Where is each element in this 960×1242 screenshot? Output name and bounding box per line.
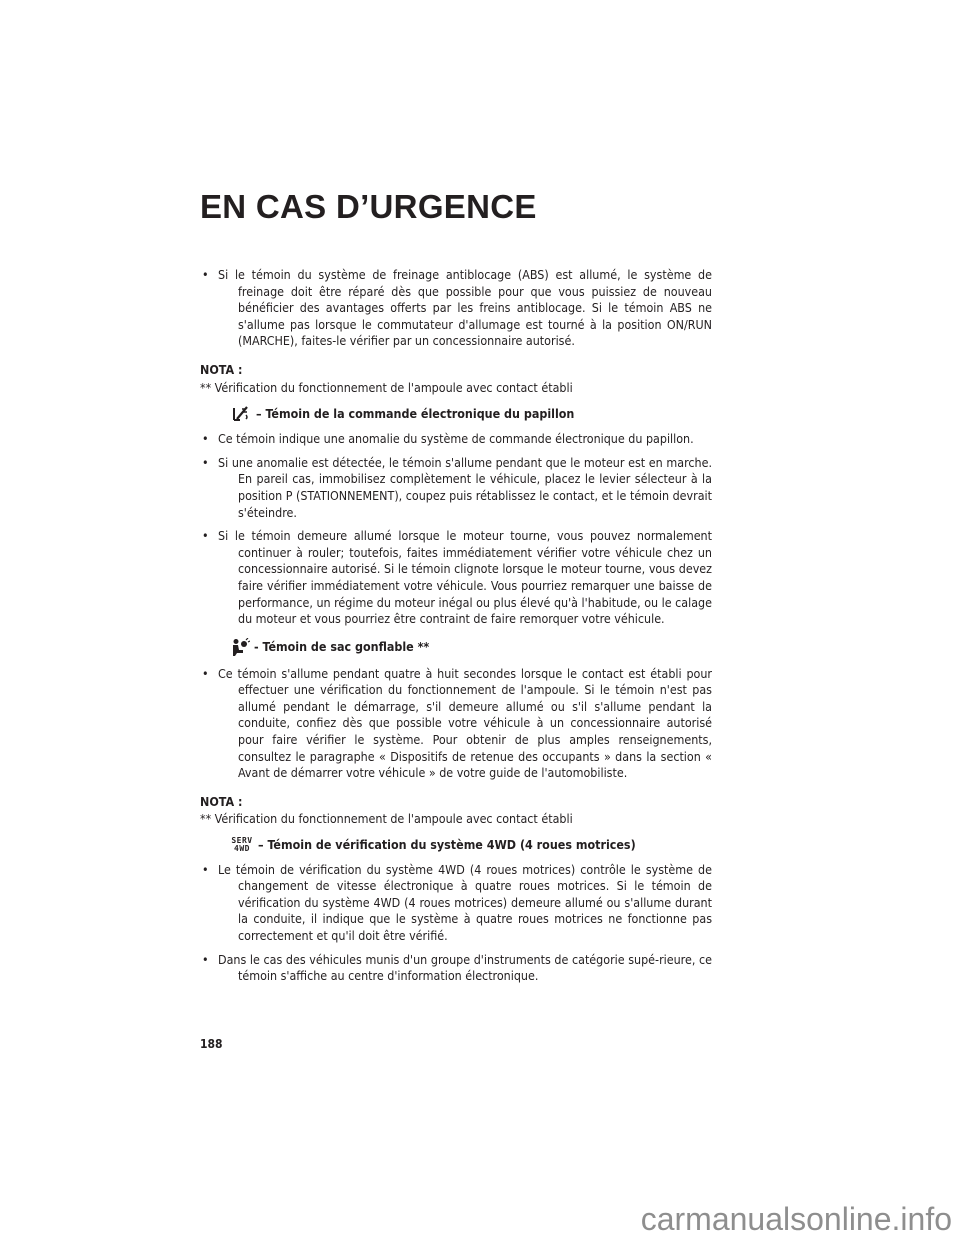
list-item	[200, 431, 712, 448]
serv-4wd-icon	[230, 837, 254, 853]
throttle-bullet-1: Ce témoin indique une anomalie du système de commande électronique du papillon.	[218, 431, 694, 447]
throttle-heading-text: – Témoin de la commande électronique du papillon	[256, 405, 575, 421]
nota-label: NOTA :	[200, 793, 243, 809]
serv-4wd-icon-line2: 4WD	[234, 844, 250, 854]
bullet-dot: •	[202, 861, 209, 877]
throttle-heading	[230, 405, 712, 423]
bullet-dot: •	[202, 431, 209, 447]
abs-bullet-text: Si le témoin du système de freinage antiblocage (ABS) est allumé, le système de freinage doit être réparé dès que possible pour que vous puissiez de nouveau bénéficier des avantages offerts par les freins antiblocage. Si le témoin ABS ne s'allume pas lorsque le commutateur d'allumage est tourné à la position ON/RUN (MARCHE), faites-le vérifier par un concessionnaire autorisé.	[218, 267, 712, 349]
list-item	[200, 862, 712, 945]
airbag-heading-text: - Témoin de sac gonflable **	[254, 639, 430, 655]
serv4wd-bullet-2: Dans le cas des véhicules munis d'un groupe d'instruments de catégorie supé-rieure, ce témoin s'affiche au centre d'information électronique.	[218, 951, 712, 984]
serv4wd-heading	[230, 837, 712, 854]
bullet-dot: •	[202, 951, 209, 967]
bullet-dot: •	[202, 528, 209, 544]
list-item	[200, 952, 712, 985]
airbag-bullet-1: Ce témoin s'allume pendant quatre à huit secondes lorsque le contact est établi pour effectuer une vérification du fonctionnement de l'ampoule. Si le témoin n'est pas allumé pendant le démarrage, s'il demeure allumé ou s'il s'allume pendant la conduite, confiez dès que possible votre véhicule à un concessionnaire autorisé pour faire vérifier le système. Pour obtenir de plus amples renseignements, consultez le paragraphe « Dispositifs de retenue des occupants » dans la section « Avant de démarrer votre véhicule » de votre guide de l'automobiliste.	[218, 665, 712, 781]
serv4wd-heading-text: – Témoin de vérification du système 4WD (4 roues motrices)	[258, 837, 636, 853]
page-title: EN CAS D’URGENCE	[200, 188, 537, 225]
bullet-dot: •	[202, 665, 209, 681]
airbag-heading	[230, 638, 712, 658]
airbag-warning-icon	[230, 638, 250, 658]
watermark: carmanualsonline.info	[640, 1201, 952, 1237]
bullet-dot: •	[202, 267, 209, 282]
throttle-bullet-3: Si le témoin demeure allumé lorsque le moteur tourne, vous pouvez normalement continuer à rouler; toutefois, faites immédiatement vérifier votre véhicule chez un concessionnaire autorisé. Si le témoin clignote lorsque le moteur tourne, vous devez faire vérifier immédiatement votre véhicule. Vous pourriez remarquer une baisse de performance, un régime du moteur inégal ou plus élevé qu'à l'habitude, ou le calage du moteur et vous pourriez être contraint de faire remorquer votre véhicule.	[218, 528, 712, 627]
serv4wd-bullet-1: Le témoin de vérification du système 4WD (4 roues motrices) contrôle le système de changement de vitesse électronique à quatre roues motrices. Si le témoin de vérification du système 4WD (4 roues motrices) demeure allumé ou s'allume durant la conduite, il indique que le système à quatre roues motrices ne fonctionne pas correctement et qu'il doit être vérifié.	[218, 861, 712, 943]
nota-text: ** Vérification du fonctionnement de l'ampoule avec contact établi	[200, 811, 573, 827]
page-content	[200, 267, 712, 992]
nota-label: NOTA :	[200, 361, 243, 377]
throttle-bullet-2: Si une anomalie est détectée, le témoin s'allume pendant que le moteur est en marche. En pareil cas, immobilisez complètement le véhicule, placez le levier sélecteur à la position P (STATIONNEMENT), coupez puis rétablissez le contact, et le témoin devrait s'éteindre.	[218, 454, 712, 520]
nota-text: ** Vérification du fonctionnement de l'ampoule avec contact établi	[200, 379, 573, 395]
serv-4wd-icon-line1: SERV	[231, 836, 253, 846]
electronic-throttle-control-icon	[230, 405, 252, 423]
page-number: 188	[200, 1037, 223, 1051]
list-item	[200, 455, 712, 521]
bullet-dot: •	[202, 454, 209, 470]
list-item	[200, 666, 712, 782]
list-item	[200, 267, 712, 350]
list-item	[200, 528, 712, 628]
